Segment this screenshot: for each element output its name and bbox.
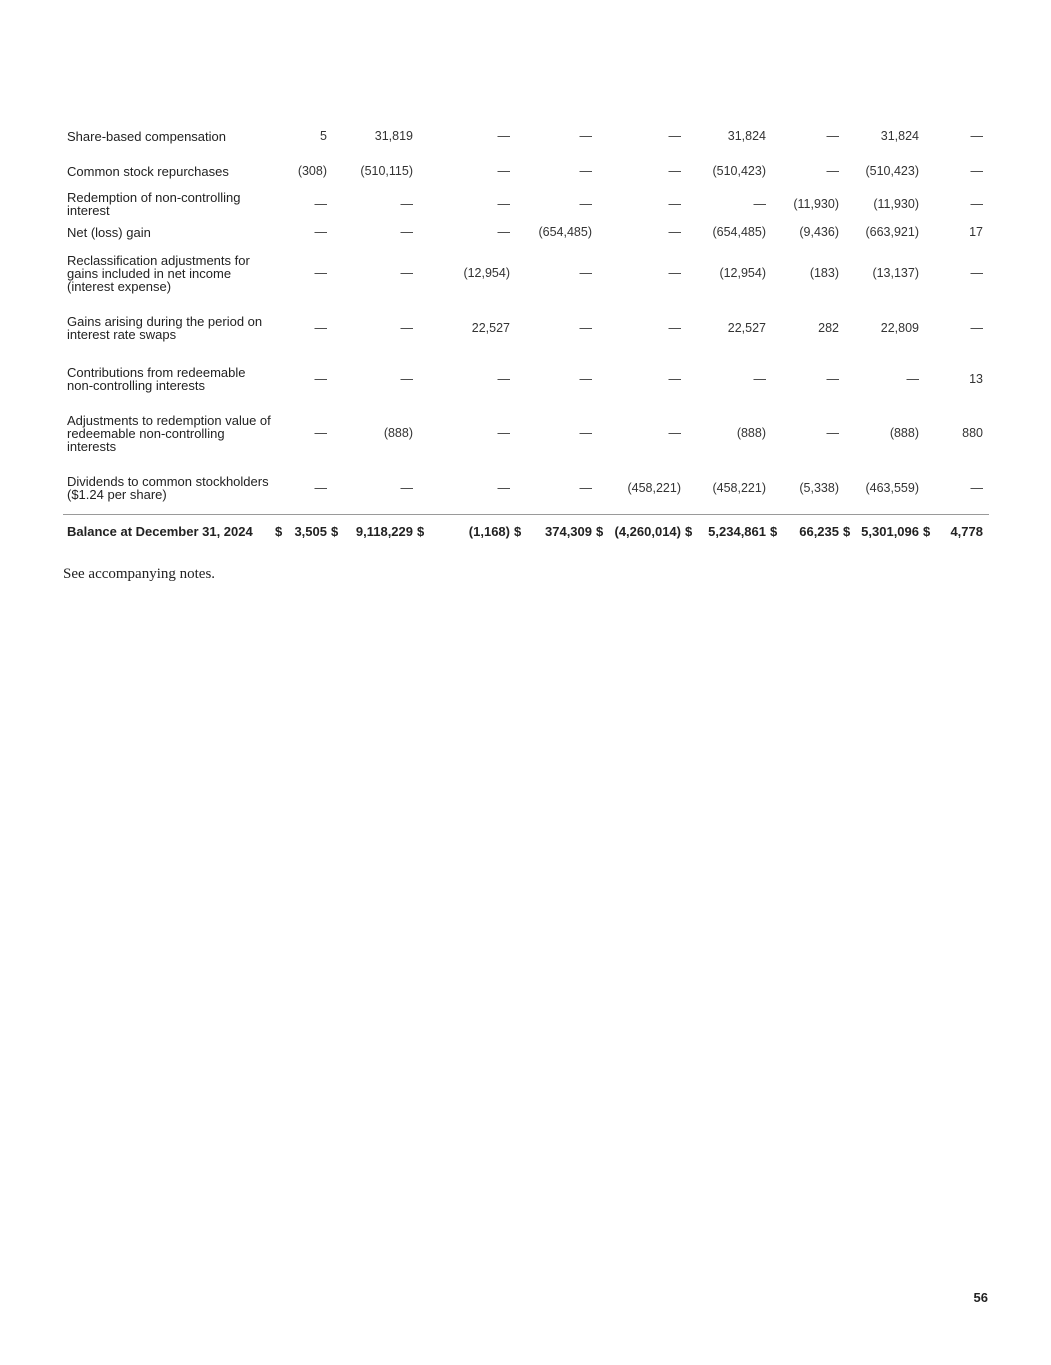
equity-statement-table <box>63 118 989 548</box>
row-label: Redemption of non-controlling interest <box>67 190 241 218</box>
table-cell: — <box>753 371 766 386</box>
table-cell: — <box>314 371 327 386</box>
total-cell <box>770 514 843 548</box>
total-value: (4,260,014) <box>614 523 681 539</box>
table-cell: (458,221) <box>712 480 766 495</box>
table-cell: 880 <box>962 426 983 440</box>
table-cell: — <box>400 480 413 495</box>
currency-symbol: $ <box>514 523 522 539</box>
table-row <box>63 188 989 220</box>
total-value: 3,505 <box>294 523 327 539</box>
table-cell: 17 <box>969 225 983 239</box>
table-cell: (888) <box>736 426 766 440</box>
table-cell: — <box>579 164 592 178</box>
table-row <box>63 220 989 244</box>
total-cell <box>331 514 417 548</box>
table-cell: — <box>970 129 983 143</box>
total-cell <box>514 514 596 548</box>
row-label: Contributions from redeemable non-controlling interests <box>67 364 246 393</box>
table-cell: — <box>400 197 413 211</box>
table-cell: — <box>497 225 510 239</box>
table-cell: (654,485) <box>538 225 592 239</box>
total-label: Balance at December 31, 2024 <box>63 514 275 548</box>
table-cell: — <box>579 129 592 143</box>
table-cell: — <box>668 320 681 335</box>
total-cell <box>596 514 685 548</box>
table-cell: — <box>497 480 510 495</box>
table-cell: — <box>826 426 839 440</box>
table-cell: — <box>906 371 919 386</box>
table-cell: — <box>668 371 681 386</box>
table-cell: — <box>497 197 510 211</box>
table-cell: (12,954) <box>719 266 766 280</box>
table-cell: 22,527 <box>471 320 510 335</box>
total-value: (1,168) <box>468 523 510 539</box>
table-cell: 13 <box>969 371 983 386</box>
total-value: 5,301,096 <box>861 523 919 539</box>
table-cell: — <box>400 225 413 239</box>
row-label: Net (loss) gain <box>67 224 151 240</box>
currency-symbol: $ <box>331 523 339 539</box>
row-label: Adjustments to redemption value of redeemable non-controlling interests <box>67 412 271 454</box>
table-cell: — <box>668 225 681 239</box>
total-cell <box>843 514 923 548</box>
table-cell: 31,824 <box>880 129 919 143</box>
table-row <box>63 154 989 188</box>
table-cell: (510,423) <box>712 164 766 178</box>
row-label: Gains arising during the period on interest rate swaps <box>67 313 263 342</box>
table-cell: — <box>579 197 592 211</box>
table-cell: 31,824 <box>727 129 766 143</box>
table-cell: — <box>314 480 327 495</box>
table-cell: — <box>970 320 983 335</box>
table-cell: — <box>314 225 327 239</box>
row-label: Reclassification adjustments for gains included in net income (interest expense) <box>67 252 250 294</box>
table-cell: — <box>314 426 327 440</box>
table-cell: — <box>497 129 510 143</box>
table-cell: (654,485) <box>712 225 766 239</box>
accompanying-notes: See accompanying notes. <box>63 566 216 582</box>
table-cell: 22,527 <box>727 320 766 335</box>
total-value: 66,235 <box>799 523 839 539</box>
currency-symbol: $ <box>923 523 931 539</box>
table-cell: — <box>826 164 839 178</box>
table-cell: (663,921) <box>865 225 919 239</box>
table-cell: — <box>668 164 681 178</box>
table-cell: — <box>826 371 839 386</box>
table-cell: — <box>753 197 766 211</box>
table-cell: — <box>579 480 592 495</box>
table-cell: 22,809 <box>880 320 919 335</box>
currency-symbol: $ <box>685 523 693 539</box>
total-value: 5,234,861 <box>708 523 766 539</box>
table-cell: — <box>970 266 983 280</box>
table-cell: — <box>400 371 413 386</box>
table-cell: — <box>314 197 327 211</box>
table-row <box>63 302 989 353</box>
currency-symbol: $ <box>770 523 778 539</box>
total-value: 374,309 <box>545 523 592 539</box>
row-label: Dividends to common stockholders ($1.24 per share) <box>67 473 269 502</box>
total-value: 4,778 <box>950 523 983 539</box>
table-cell: (5,338) <box>799 480 839 495</box>
table-cell: — <box>400 266 413 280</box>
table-cell: — <box>497 164 510 178</box>
table-cell: (12,954) <box>463 266 510 280</box>
table-cell: (510,115) <box>360 164 413 178</box>
table-cell: (183) <box>809 266 839 280</box>
total-row <box>63 514 989 548</box>
table-row <box>63 404 989 462</box>
table-cell: — <box>579 371 592 386</box>
page-number: 56 <box>973 1290 988 1305</box>
total-value: 9,118,229 <box>355 523 413 539</box>
currency-symbol: $ <box>843 523 851 539</box>
table-cell: (888) <box>889 426 919 440</box>
row-label: Share-based compensation <box>67 128 226 144</box>
currency-symbol: $ <box>596 523 604 539</box>
table-row <box>63 353 989 404</box>
currency-symbol: $ <box>275 523 283 539</box>
table-cell: — <box>314 266 327 280</box>
table-cell: — <box>579 426 592 440</box>
table-cell: (308) <box>297 164 327 178</box>
table-cell: 5 <box>320 129 327 143</box>
table-cell: — <box>497 371 510 386</box>
table-cell: — <box>314 320 327 335</box>
table-cell: — <box>668 129 681 143</box>
table-row <box>63 118 989 154</box>
total-cell <box>417 514 514 548</box>
total-cell <box>275 514 331 548</box>
table-cell: — <box>826 129 839 143</box>
row-label: Common stock repurchases <box>67 163 229 179</box>
table-cell: — <box>668 197 681 211</box>
total-cell <box>923 514 989 548</box>
currency-symbol: $ <box>417 523 425 539</box>
total-cell <box>685 514 770 548</box>
table-cell: (13,137) <box>872 266 919 280</box>
table-cell: (11,930) <box>873 197 919 211</box>
table-cell: (11,930) <box>793 197 839 211</box>
table-cell: 31,819 <box>374 129 413 143</box>
table-cell: (458,221) <box>627 480 681 495</box>
table-cell: (888) <box>383 426 413 440</box>
table-cell: — <box>497 426 510 440</box>
table-cell: — <box>668 426 681 440</box>
table-cell: — <box>579 320 592 335</box>
table-cell: — <box>579 266 592 280</box>
table-cell: — <box>400 320 413 335</box>
table-cell: — <box>970 164 983 178</box>
table-cell: 282 <box>818 320 839 335</box>
table-cell: (463,559) <box>865 480 919 495</box>
table-cell: — <box>970 197 983 211</box>
table-cell: — <box>668 266 681 280</box>
table-row <box>63 244 989 302</box>
table-cell: — <box>970 480 983 495</box>
table-cell: (510,423) <box>865 164 919 178</box>
table-cell: (9,436) <box>799 225 839 239</box>
table-row <box>63 462 989 514</box>
